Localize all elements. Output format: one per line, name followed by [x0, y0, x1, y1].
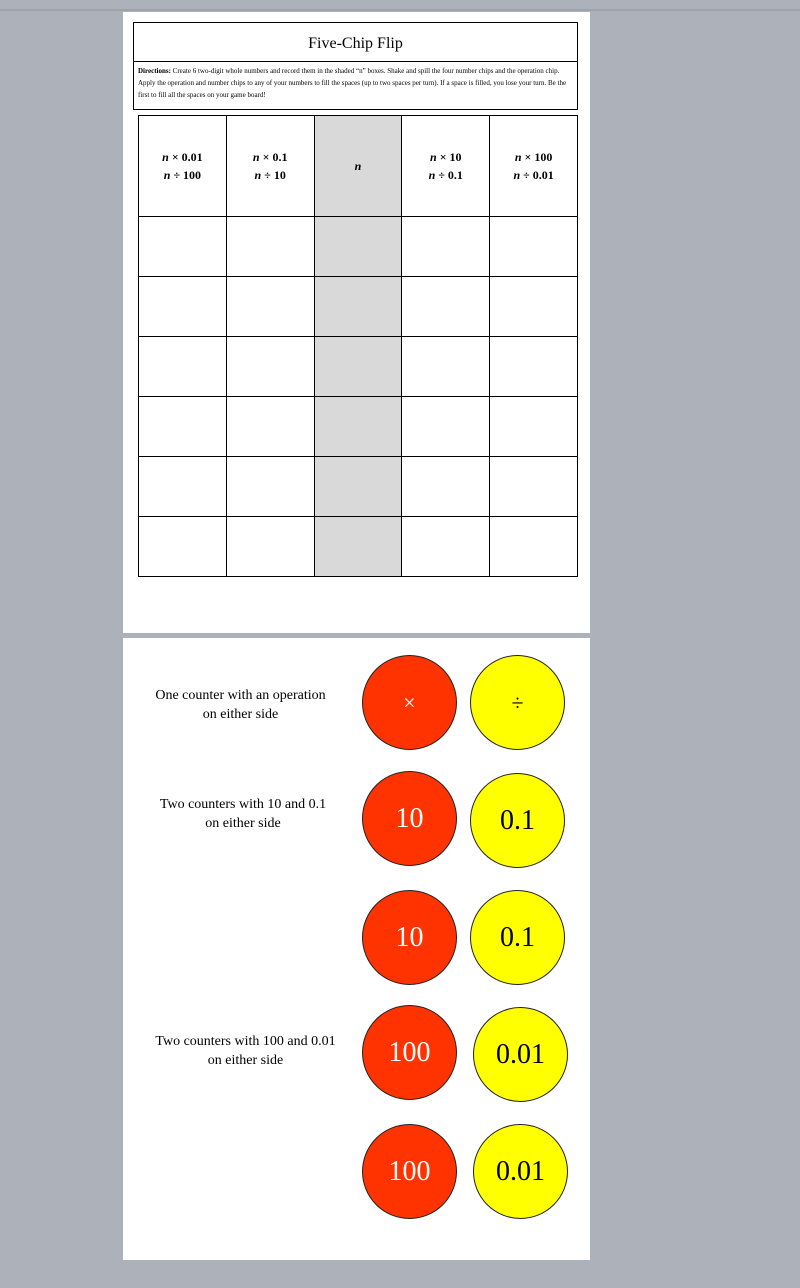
operation-counter-description: One counter with an operation on either side: [155, 688, 326, 722]
board-cell: [402, 397, 490, 457]
board-cell: [490, 337, 578, 397]
board-cell-n: [314, 217, 402, 277]
board-cell-n: [314, 397, 402, 457]
game-board-table: [138, 115, 578, 577]
board-row: [139, 337, 578, 397]
chip-hundred: 100: [362, 1124, 457, 1219]
page-counters: [123, 638, 590, 1260]
board-cell: [139, 397, 227, 457]
chip-ten: 10: [362, 890, 457, 985]
board-cell: [490, 397, 578, 457]
board-cell: [402, 277, 490, 337]
chip-tenth: 0.1: [470, 890, 565, 985]
board-cell-n: [314, 277, 402, 337]
board-cell-n: [314, 457, 402, 517]
ten-counter-description: Two counters with 10 and 0.1 on either side: [159, 797, 327, 831]
worksheet-title: Five-Chip Flip: [134, 23, 577, 62]
viewer-top-edge: [0, 9, 800, 11]
board-cell: [490, 517, 578, 577]
header-cell-hundreds: n × 100 n ÷ 0.01: [490, 116, 578, 217]
board-row: [139, 277, 578, 337]
board-cell: [402, 457, 490, 517]
board-cell: [226, 337, 314, 397]
board-row: [139, 217, 578, 277]
board-row: [139, 397, 578, 457]
chip-ten: 10: [362, 771, 457, 866]
board-header-row: [139, 116, 578, 217]
board-row: [139, 517, 578, 577]
board-cell: [402, 337, 490, 397]
board-cell: [226, 217, 314, 277]
directions-text: Create 6 two-digit whole numbers and record them in the shaded “n” boxes. Shake and spill the four number chips and the operation chip. Apply the operation and number chips to any of your numbers to fill the spaces (up to two spaces per turn). If a space is filled, you lose your turn. Be the first to fill all the spaces on your game board!: [138, 67, 567, 99]
header-cell-tens: n × 10 n ÷ 0.1: [402, 116, 490, 217]
hundred-counter-description: Two counters with 100 and 0.01 on either side: [155, 1034, 336, 1068]
board-cell: [226, 457, 314, 517]
header-cell-tenths: n × 0.1 n ÷ 10: [226, 116, 314, 217]
board-cell: [139, 217, 227, 277]
board-cell: [226, 397, 314, 457]
chip-hundred: 100: [362, 1005, 457, 1100]
board-cell: [139, 337, 227, 397]
board-cell: [490, 457, 578, 517]
board-cell: [226, 517, 314, 577]
board-cell-n: [314, 517, 402, 577]
directions: [134, 62, 577, 101]
chip-hundredth: 0.01: [473, 1007, 568, 1102]
board-cell: [139, 517, 227, 577]
header-cell-hundredths: n × 0.01 n ÷ 100: [139, 116, 227, 217]
board-cell: [139, 457, 227, 517]
board-cell-n: [314, 337, 402, 397]
chip-tenth: 0.1: [470, 773, 565, 868]
chip-multiply: ×: [362, 655, 457, 750]
board-cell: [226, 277, 314, 337]
header-cell-n: n: [314, 116, 402, 217]
chip-divide: ÷: [470, 655, 565, 750]
board-cell: [139, 277, 227, 337]
board-cell: [402, 517, 490, 577]
board-cell: [490, 217, 578, 277]
chip-hundredth: 0.01: [473, 1124, 568, 1219]
directions-label: Directions:: [138, 67, 171, 75]
board-cell: [402, 217, 490, 277]
page-game-board: [123, 12, 590, 633]
board-row: [139, 457, 578, 517]
board-cell: [490, 277, 578, 337]
title-box: [133, 22, 578, 110]
